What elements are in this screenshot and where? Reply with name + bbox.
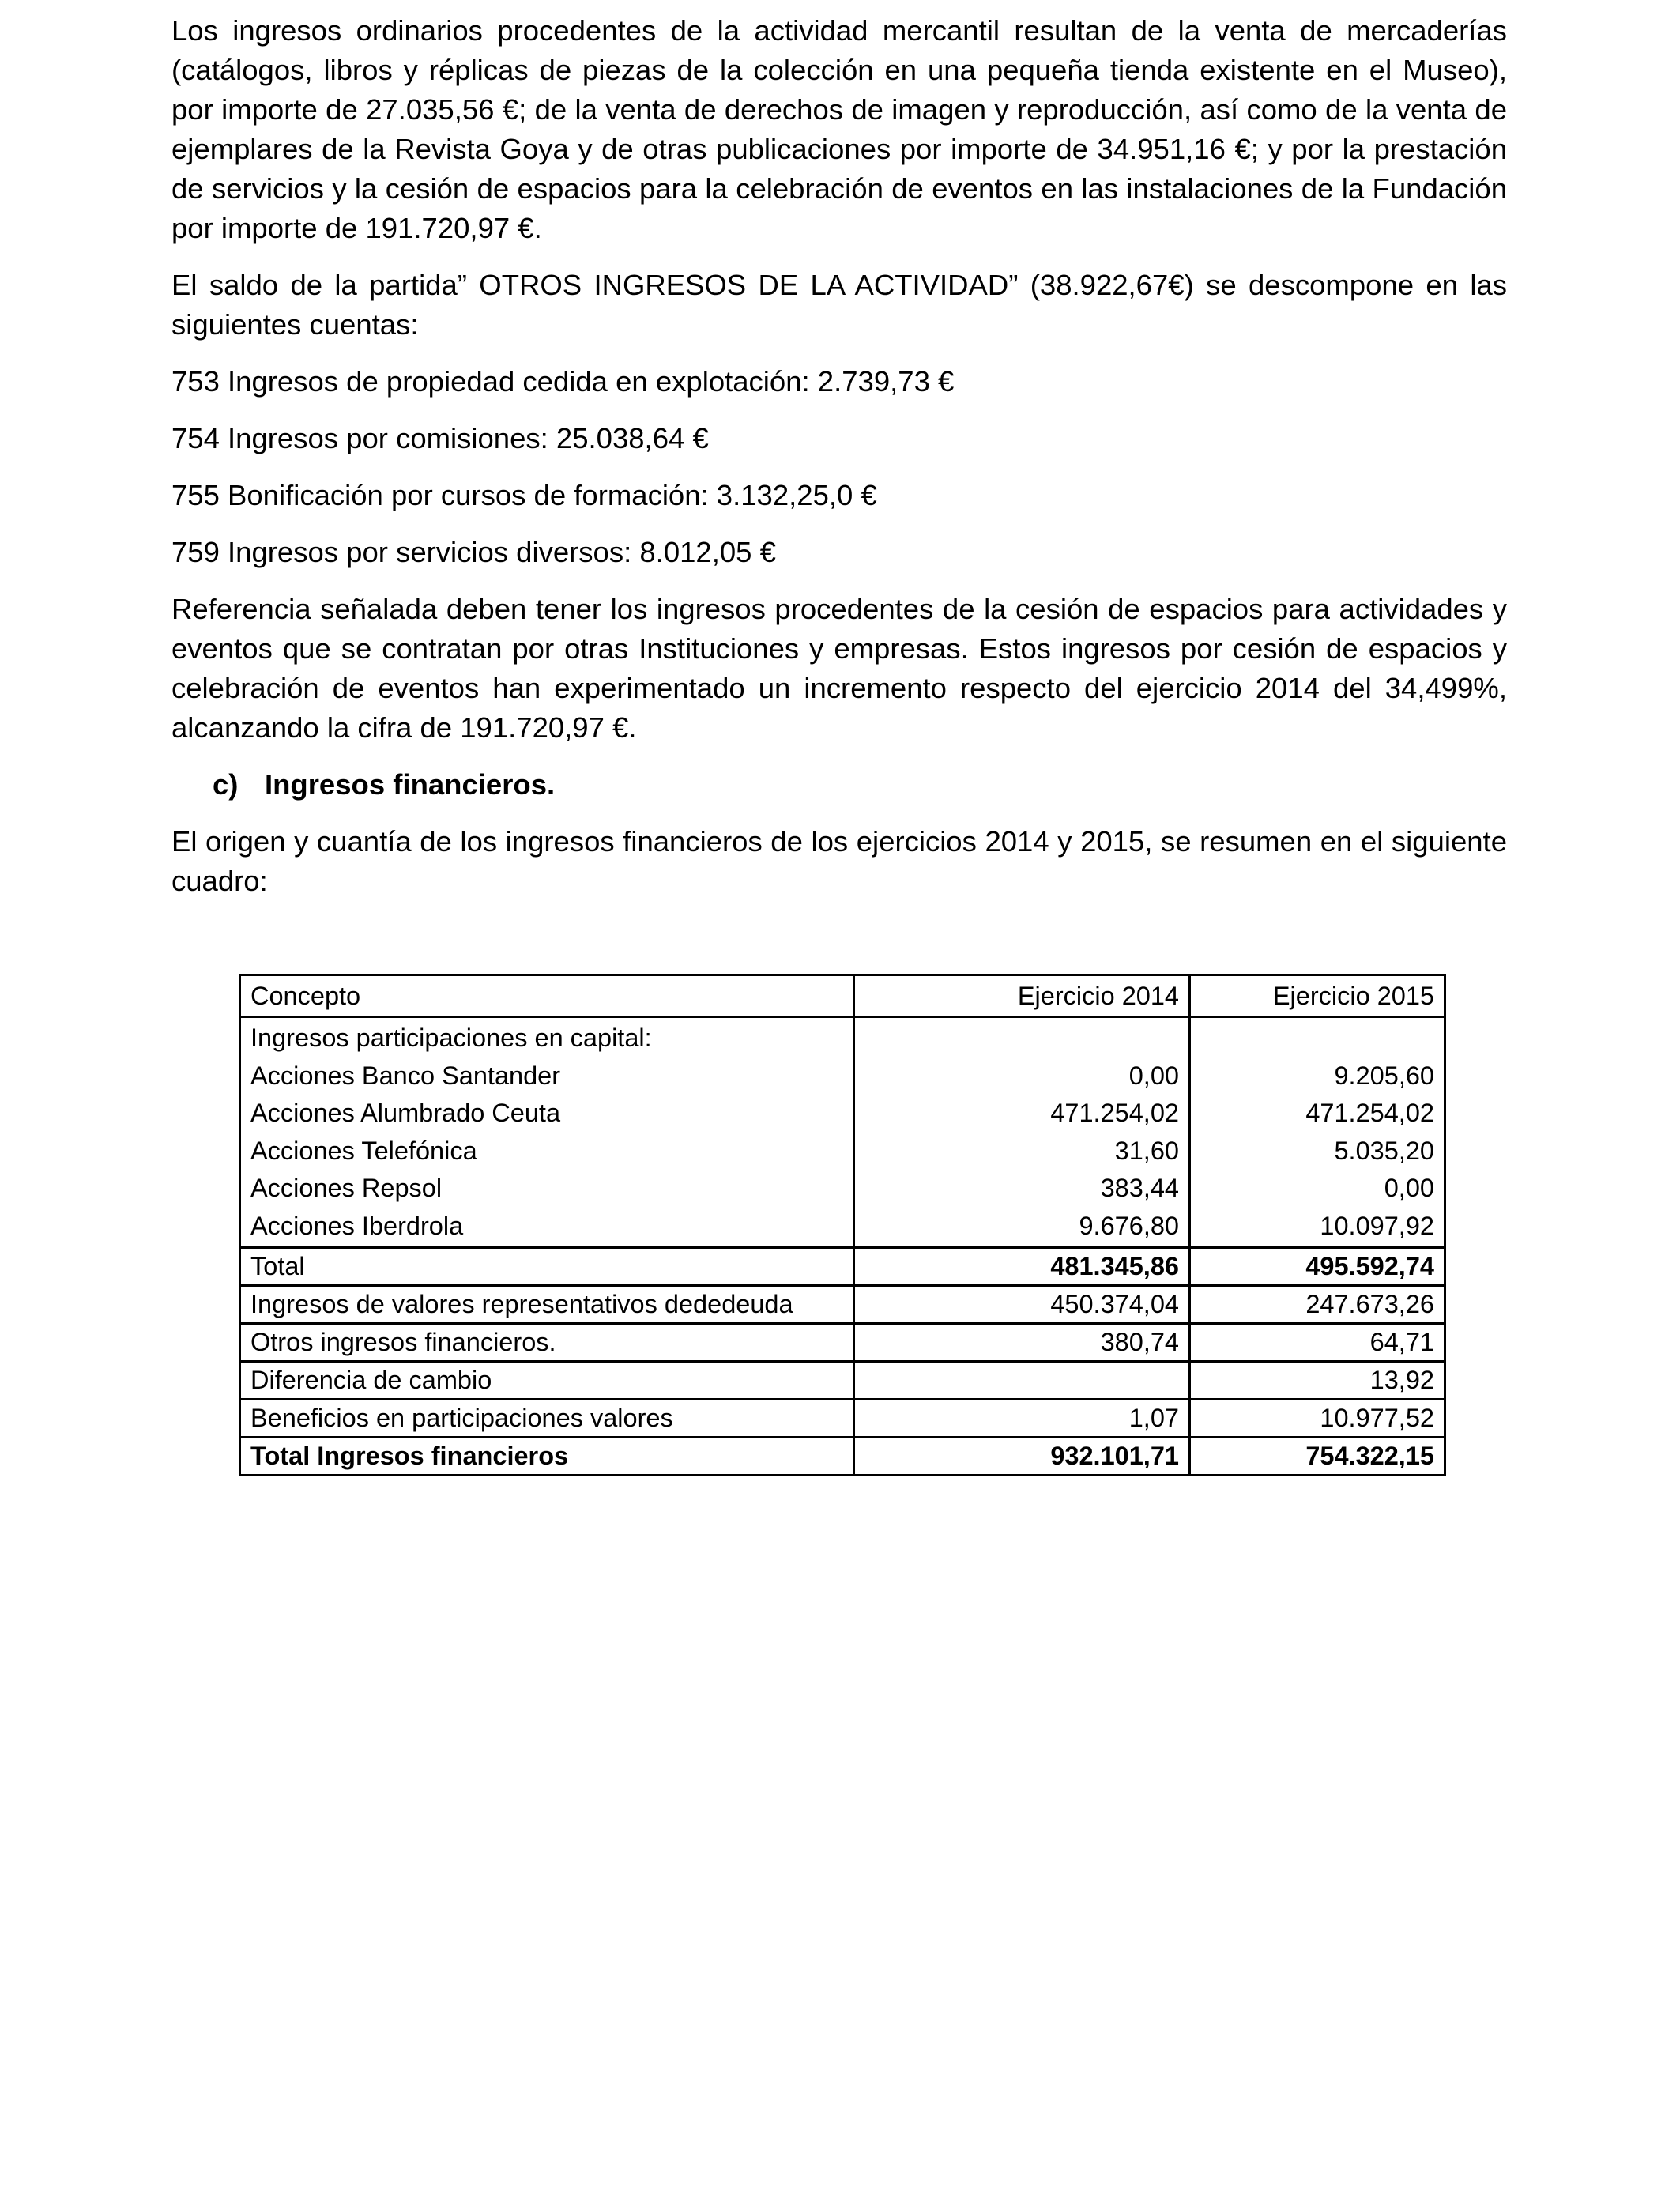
table-row-grand-total — [240, 1438, 1445, 1476]
group-item-2015: 10.097,92 — [1320, 1211, 1434, 1240]
table-row — [240, 1286, 1445, 1324]
financial-income-table-wrapper — [239, 974, 1446, 1476]
grand-total-2015: 754.322,15 — [1190, 1438, 1445, 1476]
table-row — [240, 1324, 1445, 1362]
grand-total-2014: 932.101,71 — [854, 1438, 1190, 1476]
group-item-2015: 9.205,60 — [1334, 1061, 1434, 1090]
group-item-2014: 383,44 — [1100, 1174, 1179, 1202]
row-concept: Diferencia de cambio — [240, 1362, 854, 1400]
header-concepto: Concepto — [240, 975, 854, 1017]
row-2014: 450.374,04 — [854, 1286, 1190, 1324]
table-row — [240, 1362, 1445, 1400]
total-label: Total — [240, 1248, 854, 1286]
group-item-2014: 31,60 — [1114, 1136, 1179, 1165]
group-item-label: Acciones Telefónica — [250, 1136, 477, 1165]
header-ejercicio-2015: Ejercicio 2015 — [1190, 975, 1445, 1017]
header-ejercicio-2014: Ejercicio 2014 — [854, 975, 1190, 1017]
table-header-row — [240, 975, 1445, 1017]
group-item-2014: 471.254,02 — [1050, 1099, 1179, 1127]
total-2015: 495.592,74 — [1190, 1248, 1445, 1286]
row-2015: 13,92 — [1190, 1362, 1445, 1400]
group-item-2015: 5.035,20 — [1334, 1136, 1434, 1165]
table-row-participaciones-capital — [240, 1017, 1445, 1248]
group-title: Ingresos participaciones en capital: — [250, 1023, 652, 1052]
group-item-2015: 0,00 — [1384, 1174, 1434, 1202]
grand-total-label: Total Ingresos financieros — [240, 1438, 854, 1476]
row-2015: 10.977,52 — [1190, 1400, 1445, 1438]
group-item-label: Acciones Alumbrado Ceuta — [250, 1099, 561, 1127]
total-2014: 481.345,86 — [854, 1248, 1190, 1286]
group-item-2014: 0,00 — [1128, 1061, 1179, 1090]
row-concept: Ingresos de valores representativos dededeuda — [240, 1286, 854, 1324]
row-2014: 380,74 — [854, 1324, 1190, 1362]
group-2015-cell — [1190, 1017, 1445, 1248]
account-line-753: 753 Ingresos de propiedad cedida en explotación: 2.739,73 € — [171, 365, 955, 398]
row-2014 — [854, 1362, 1190, 1400]
account-line-754: 754 Ingresos por comisiones: 25.038,64 € — [171, 422, 709, 454]
paragraph-cesion-espacios: Referencia señalada deben tener los ingresos procedentes de la cesión de espacios para actividades y eventos que se contratan por otras Instituciones y empresas. Estos ingresos por cesión de espacios y celebración de eventos han experimentado un incremento respecto del ejercicio 2014 del 34,499%, alcanzando la cifra de 191.720,97 €. — [171, 593, 1507, 744]
group-item-label: Acciones Repsol — [250, 1174, 443, 1202]
row-2014: 1,07 — [854, 1400, 1190, 1438]
section-heading-text: Ingresos financieros. — [265, 768, 556, 801]
account-line-755: 755 Bonificación por cursos de formación: 3.132,25,0 € — [171, 479, 877, 511]
section-heading — [213, 765, 1507, 805]
section-heading-letter: c) — [213, 768, 239, 801]
document-body — [171, 11, 1507, 918]
group-concept-cell — [240, 1017, 854, 1248]
table-row — [240, 1400, 1445, 1438]
row-2015: 64,71 — [1190, 1324, 1445, 1362]
group-item-2015: 471.254,02 — [1305, 1099, 1434, 1127]
paragraph-ingresos-ordinarios: Los ingresos ordinarios procedentes de la actividad mercantil resultan de la venta de mercaderías (catálogos, libros y réplicas de piezas de la colección en una pequeña tienda existente en el Museo), por importe de 27.035,56 €; de la venta de derechos de imagen y reproducción, así como de la venta de ejemplares de la Revista Goya y de otras publicaciones por importe de 34.951,16 €; y por la prestación de servicios y la cesión de espacios para la celebración de eventos en las instalaciones de la Fundación por importe de 191.720,97 €. — [171, 14, 1507, 244]
group-item-label: Acciones Banco Santander — [250, 1061, 561, 1090]
group-item-label: Acciones Iberdrola — [250, 1211, 464, 1240]
paragraph-otros-ingresos: El saldo de la partida” OTROS INGRESOS DE LA ACTIVIDAD” (38.922,67€) se descompone en las siguientes cuentas: — [171, 269, 1507, 341]
group-2014-cell — [854, 1017, 1190, 1248]
table-row-total — [240, 1248, 1445, 1286]
account-line-759: 759 Ingresos por servicios diversos: 8.012,05 € — [171, 536, 776, 568]
group-item-2014: 9.676,80 — [1079, 1211, 1179, 1240]
row-concept: Beneficios en participaciones valores — [240, 1400, 854, 1438]
paragraph-origen-cuantia: El origen y cuantía de los ingresos financieros de los ejercicios 2014 y 2015, se resumen en el siguiente cuadro: — [171, 825, 1507, 897]
financial-income-table — [239, 974, 1446, 1476]
row-concept: Otros ingresos financieros. — [240, 1324, 854, 1362]
row-2015: 247.673,26 — [1190, 1286, 1445, 1324]
